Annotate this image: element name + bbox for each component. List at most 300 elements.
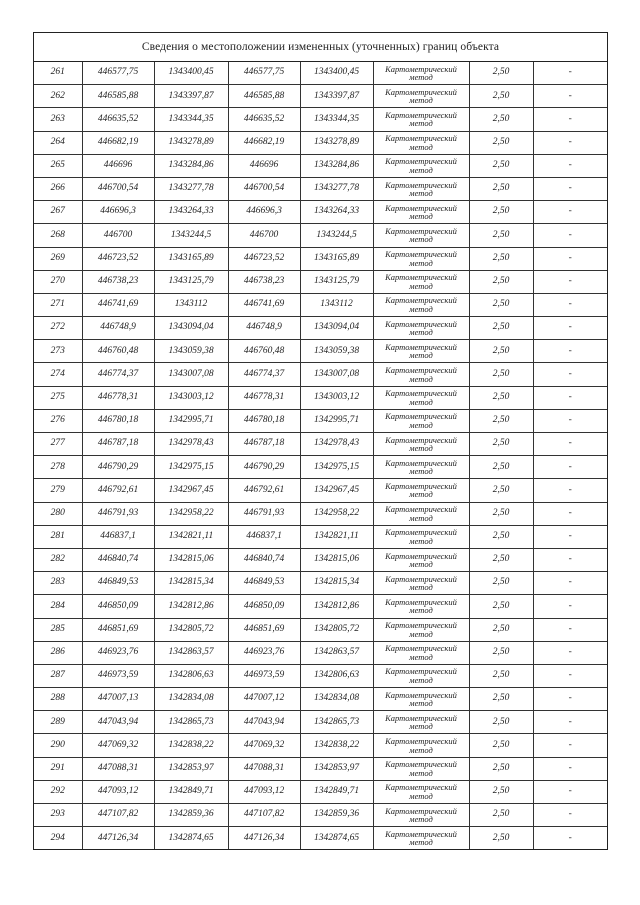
cell-old-y: 1342874,65 <box>154 827 228 850</box>
cell-accuracy: 2,50 <box>469 664 533 687</box>
cell-new-x: 446792,61 <box>228 479 300 502</box>
cell-old-y: 1343284,86 <box>154 154 228 177</box>
table-row <box>34 688 607 711</box>
cell-point-number: 269 <box>34 247 82 270</box>
cell-old-y: 1342805,72 <box>154 618 228 641</box>
cell-point-number: 273 <box>34 340 82 363</box>
cell-method: Картометрический метод <box>373 502 469 525</box>
table-body <box>34 62 607 849</box>
cell-point-number: 275 <box>34 386 82 409</box>
cell-old-x: 446760,48 <box>82 340 154 363</box>
cell-new-y: 1342995,71 <box>300 409 373 432</box>
cell-new-x: 447126,34 <box>228 827 300 850</box>
cell-accuracy: 2,50 <box>469 108 533 131</box>
cell-note: - <box>533 247 607 270</box>
cell-new-x: 446585,88 <box>228 85 300 108</box>
cell-method: Картометрический метод <box>373 595 469 618</box>
cell-old-x: 446774,37 <box>82 363 154 386</box>
cell-accuracy: 2,50 <box>469 502 533 525</box>
cell-point-number: 271 <box>34 293 82 316</box>
cell-old-y: 1343165,89 <box>154 247 228 270</box>
cell-point-number: 266 <box>34 177 82 200</box>
table-row <box>34 293 607 316</box>
table-row <box>34 711 607 734</box>
cell-method: Картометрический метод <box>373 479 469 502</box>
cell-method: Картометрический метод <box>373 201 469 224</box>
cell-new-x: 446774,37 <box>228 363 300 386</box>
cell-old-x: 446748,9 <box>82 317 154 340</box>
cell-method: Картометрический метод <box>373 177 469 200</box>
cell-note: - <box>533 804 607 827</box>
cell-point-number: 270 <box>34 270 82 293</box>
cell-note: - <box>533 618 607 641</box>
cell-method: Картометрический метод <box>373 525 469 548</box>
cell-note: - <box>533 479 607 502</box>
cell-new-y: 1343264,33 <box>300 201 373 224</box>
table-row <box>34 780 607 803</box>
cell-accuracy: 2,50 <box>469 270 533 293</box>
cell-new-x: 447093,12 <box>228 780 300 803</box>
cell-new-y: 1342815,34 <box>300 572 373 595</box>
cell-accuracy: 2,50 <box>469 618 533 641</box>
cell-method: Картометрический метод <box>373 433 469 456</box>
cell-point-number: 286 <box>34 641 82 664</box>
cell-point-number: 268 <box>34 224 82 247</box>
cell-new-x: 446787,18 <box>228 433 300 456</box>
cell-new-x: 446973,59 <box>228 664 300 687</box>
cell-accuracy: 2,50 <box>469 177 533 200</box>
cell-method: Картометрический метод <box>373 108 469 131</box>
cell-new-x: 446723,52 <box>228 247 300 270</box>
cell-new-y: 1342849,71 <box>300 780 373 803</box>
cell-accuracy: 2,50 <box>469 62 533 85</box>
cell-old-y: 1342978,43 <box>154 433 228 456</box>
cell-method: Картометрический метод <box>373 131 469 154</box>
cell-note: - <box>533 780 607 803</box>
cell-point-number: 282 <box>34 548 82 571</box>
table-row <box>34 154 607 177</box>
cell-old-x: 446787,18 <box>82 433 154 456</box>
table-row <box>34 224 607 247</box>
cell-accuracy: 2,50 <box>469 595 533 618</box>
cell-old-y: 1343125,79 <box>154 270 228 293</box>
cell-old-y: 1342967,45 <box>154 479 228 502</box>
cell-note: - <box>533 270 607 293</box>
cell-note: - <box>533 641 607 664</box>
cell-method: Картометрический метод <box>373 340 469 363</box>
cell-new-y: 1342975,15 <box>300 456 373 479</box>
cell-note: - <box>533 131 607 154</box>
cell-new-y: 1343400,45 <box>300 62 373 85</box>
cell-old-y: 1343344,35 <box>154 108 228 131</box>
cell-old-y: 1342863,57 <box>154 641 228 664</box>
table-row <box>34 85 607 108</box>
table-title: Сведения о местоположении измененных (уточненных) границ объекта <box>34 33 607 62</box>
cell-note: - <box>533 177 607 200</box>
cell-old-x: 446837,1 <box>82 525 154 548</box>
cell-point-number: 284 <box>34 595 82 618</box>
table-row <box>34 757 607 780</box>
cell-point-number: 289 <box>34 711 82 734</box>
cell-note: - <box>533 363 607 386</box>
cell-point-number: 272 <box>34 317 82 340</box>
cell-method: Картометрический метод <box>373 804 469 827</box>
cell-method: Картометрический метод <box>373 618 469 641</box>
cell-method: Картометрический метод <box>373 224 469 247</box>
cell-note: - <box>533 595 607 618</box>
cell-new-x: 446778,31 <box>228 386 300 409</box>
cell-accuracy: 2,50 <box>469 572 533 595</box>
cell-accuracy: 2,50 <box>469 780 533 803</box>
cell-old-y: 1342821,11 <box>154 525 228 548</box>
cell-new-x: 447069,32 <box>228 734 300 757</box>
table-row <box>34 595 607 618</box>
cell-accuracy: 2,50 <box>469 386 533 409</box>
cell-old-x: 447007,13 <box>82 688 154 711</box>
cell-old-y: 1342958,22 <box>154 502 228 525</box>
cell-old-y: 1342849,71 <box>154 780 228 803</box>
cell-note: - <box>533 456 607 479</box>
table-row <box>34 641 607 664</box>
cell-new-y: 1342967,45 <box>300 479 373 502</box>
cell-accuracy: 2,50 <box>469 317 533 340</box>
cell-new-x: 446741,69 <box>228 293 300 316</box>
cell-accuracy: 2,50 <box>469 711 533 734</box>
cell-note: - <box>533 62 607 85</box>
cell-point-number: 283 <box>34 572 82 595</box>
cell-new-y: 1343112 <box>300 293 373 316</box>
cell-old-x: 446635,52 <box>82 108 154 131</box>
cell-accuracy: 2,50 <box>469 734 533 757</box>
cell-note: - <box>533 433 607 456</box>
table-row <box>34 479 607 502</box>
cell-method: Картометрический метод <box>373 548 469 571</box>
cell-old-y: 1342853,97 <box>154 757 228 780</box>
cell-new-y: 1343344,35 <box>300 108 373 131</box>
cell-old-x: 447043,94 <box>82 711 154 734</box>
cell-point-number: 294 <box>34 827 82 850</box>
table-row <box>34 804 607 827</box>
cell-note: - <box>533 224 607 247</box>
cell-accuracy: 2,50 <box>469 154 533 177</box>
cell-old-y: 1343278,89 <box>154 131 228 154</box>
table-row <box>34 734 607 757</box>
cell-accuracy: 2,50 <box>469 433 533 456</box>
cell-point-number: 291 <box>34 757 82 780</box>
cell-note: - <box>533 340 607 363</box>
cell-old-y: 1342834,08 <box>154 688 228 711</box>
cell-old-x: 447069,32 <box>82 734 154 757</box>
cell-point-number: 277 <box>34 433 82 456</box>
cell-old-x: 446741,69 <box>82 293 154 316</box>
cell-new-x: 447043,94 <box>228 711 300 734</box>
cell-new-y: 1342874,65 <box>300 827 373 850</box>
cell-point-number: 265 <box>34 154 82 177</box>
cell-note: - <box>533 572 607 595</box>
cell-point-number: 274 <box>34 363 82 386</box>
cell-method: Картометрический метод <box>373 780 469 803</box>
cell-new-y: 1342863,57 <box>300 641 373 664</box>
cell-old-y: 1343264,33 <box>154 201 228 224</box>
cell-method: Картометрический метод <box>373 154 469 177</box>
table-row <box>34 456 607 479</box>
cell-method: Картометрический метод <box>373 85 469 108</box>
cell-new-y: 1342806,63 <box>300 664 373 687</box>
cell-note: - <box>533 757 607 780</box>
table-row <box>34 201 607 224</box>
cell-accuracy: 2,50 <box>469 479 533 502</box>
cell-old-x: 447088,31 <box>82 757 154 780</box>
table-row <box>34 247 607 270</box>
cell-point-number: 276 <box>34 409 82 432</box>
cell-old-x: 446738,23 <box>82 270 154 293</box>
cell-point-number: 279 <box>34 479 82 502</box>
cell-accuracy: 2,50 <box>469 804 533 827</box>
cell-old-x: 446700 <box>82 224 154 247</box>
cell-new-x: 446840,74 <box>228 548 300 571</box>
cell-accuracy: 2,50 <box>469 201 533 224</box>
cell-new-x: 446849,53 <box>228 572 300 595</box>
cell-old-y: 1342859,36 <box>154 804 228 827</box>
cell-old-x: 446780,18 <box>82 409 154 432</box>
cell-new-y: 1342838,22 <box>300 734 373 757</box>
cell-new-x: 447107,82 <box>228 804 300 827</box>
cell-point-number: 288 <box>34 688 82 711</box>
cell-new-y: 1342815,06 <box>300 548 373 571</box>
cell-point-number: 263 <box>34 108 82 131</box>
cell-point-number: 267 <box>34 201 82 224</box>
table-row <box>34 548 607 571</box>
cell-method: Картометрический метод <box>373 62 469 85</box>
cell-note: - <box>533 317 607 340</box>
cell-new-x: 446850,09 <box>228 595 300 618</box>
cell-old-x: 447093,12 <box>82 780 154 803</box>
cell-note: - <box>533 827 607 850</box>
cell-old-y: 1343397,87 <box>154 85 228 108</box>
cell-new-y: 1342821,11 <box>300 525 373 548</box>
cell-new-x: 446790,29 <box>228 456 300 479</box>
cell-new-x: 446635,52 <box>228 108 300 131</box>
cell-new-y: 1343094,04 <box>300 317 373 340</box>
cell-old-y: 1342812,86 <box>154 595 228 618</box>
cell-old-x: 446791,93 <box>82 502 154 525</box>
cell-new-y: 1343007,08 <box>300 363 373 386</box>
cell-note: - <box>533 548 607 571</box>
cell-new-x: 446837,1 <box>228 525 300 548</box>
cell-new-x: 446923,76 <box>228 641 300 664</box>
cell-accuracy: 2,50 <box>469 456 533 479</box>
cell-new-y: 1343003,12 <box>300 386 373 409</box>
cell-method: Картометрический метод <box>373 827 469 850</box>
cell-old-y: 1342865,73 <box>154 711 228 734</box>
cell-new-x: 446851,69 <box>228 618 300 641</box>
cell-new-y: 1342859,36 <box>300 804 373 827</box>
cell-old-y: 1343277,78 <box>154 177 228 200</box>
cell-new-y: 1343278,89 <box>300 131 373 154</box>
cell-method: Картометрический метод <box>373 363 469 386</box>
cell-note: - <box>533 711 607 734</box>
cell-new-y: 1343397,87 <box>300 85 373 108</box>
cell-new-x: 446738,23 <box>228 270 300 293</box>
cell-note: - <box>533 502 607 525</box>
cell-note: - <box>533 108 607 131</box>
cell-accuracy: 2,50 <box>469 641 533 664</box>
cell-new-y: 1343277,78 <box>300 177 373 200</box>
table-row <box>34 502 607 525</box>
cell-accuracy: 2,50 <box>469 293 533 316</box>
table-row <box>34 572 607 595</box>
cell-new-x: 447088,31 <box>228 757 300 780</box>
cell-old-x: 446696 <box>82 154 154 177</box>
cell-new-x: 446700,54 <box>228 177 300 200</box>
cell-old-x: 447107,82 <box>82 804 154 827</box>
cell-point-number: 280 <box>34 502 82 525</box>
cell-new-x: 446696,3 <box>228 201 300 224</box>
cell-method: Картометрический метод <box>373 247 469 270</box>
cell-method: Картометрический метод <box>373 317 469 340</box>
cell-method: Картометрический метод <box>373 734 469 757</box>
cell-note: - <box>533 293 607 316</box>
cell-accuracy: 2,50 <box>469 363 533 386</box>
cell-point-number: 264 <box>34 131 82 154</box>
cell-point-number: 281 <box>34 525 82 548</box>
cell-new-y: 1342853,97 <box>300 757 373 780</box>
cell-old-x: 446682,19 <box>82 131 154 154</box>
cell-method: Картометрический метод <box>373 641 469 664</box>
table-row <box>34 386 607 409</box>
table-row <box>34 317 607 340</box>
cell-point-number: 261 <box>34 62 82 85</box>
cell-old-x: 446792,61 <box>82 479 154 502</box>
cell-old-y: 1343007,08 <box>154 363 228 386</box>
cell-accuracy: 2,50 <box>469 757 533 780</box>
cell-old-x: 446851,69 <box>82 618 154 641</box>
cell-method: Картометрический метод <box>373 409 469 432</box>
cell-accuracy: 2,50 <box>469 525 533 548</box>
cell-old-y: 1342806,63 <box>154 664 228 687</box>
table-row <box>34 409 607 432</box>
cell-old-x: 446973,59 <box>82 664 154 687</box>
table-row <box>34 363 607 386</box>
cell-new-x: 446696 <box>228 154 300 177</box>
table-row <box>34 108 607 131</box>
cell-old-x: 446790,29 <box>82 456 154 479</box>
cell-accuracy: 2,50 <box>469 224 533 247</box>
cell-new-x: 446748,9 <box>228 317 300 340</box>
cell-old-x: 446696,3 <box>82 201 154 224</box>
cell-accuracy: 2,50 <box>469 85 533 108</box>
cell-old-x: 446577,75 <box>82 62 154 85</box>
cell-method: Картометрический метод <box>373 688 469 711</box>
coordinates-table <box>34 62 607 849</box>
table-row <box>34 525 607 548</box>
cell-new-y: 1343244,5 <box>300 224 373 247</box>
table-row <box>34 827 607 850</box>
cell-point-number: 285 <box>34 618 82 641</box>
cell-point-number: 278 <box>34 456 82 479</box>
boundary-table-sheet <box>33 32 608 850</box>
cell-old-y: 1342815,34 <box>154 572 228 595</box>
cell-old-y: 1343244,5 <box>154 224 228 247</box>
cell-new-x: 446700 <box>228 224 300 247</box>
cell-point-number: 287 <box>34 664 82 687</box>
cell-method: Картометрический метод <box>373 572 469 595</box>
cell-method: Картометрический метод <box>373 664 469 687</box>
cell-point-number: 262 <box>34 85 82 108</box>
cell-old-x: 447126,34 <box>82 827 154 850</box>
cell-method: Картометрический метод <box>373 386 469 409</box>
cell-note: - <box>533 201 607 224</box>
cell-accuracy: 2,50 <box>469 340 533 363</box>
cell-accuracy: 2,50 <box>469 548 533 571</box>
cell-old-x: 446723,52 <box>82 247 154 270</box>
cell-new-y: 1343165,89 <box>300 247 373 270</box>
cell-old-y: 1343003,12 <box>154 386 228 409</box>
cell-old-x: 446923,76 <box>82 641 154 664</box>
cell-new-x: 446760,48 <box>228 340 300 363</box>
cell-new-y: 1342834,08 <box>300 688 373 711</box>
cell-new-y: 1343125,79 <box>300 270 373 293</box>
table-row <box>34 340 607 363</box>
table-row <box>34 664 607 687</box>
cell-old-x: 446700,54 <box>82 177 154 200</box>
table-row <box>34 618 607 641</box>
cell-old-y: 1343400,45 <box>154 62 228 85</box>
cell-new-y: 1342805,72 <box>300 618 373 641</box>
cell-old-x: 446585,88 <box>82 85 154 108</box>
cell-accuracy: 2,50 <box>469 131 533 154</box>
table-row <box>34 131 607 154</box>
cell-old-y: 1343094,04 <box>154 317 228 340</box>
cell-note: - <box>533 154 607 177</box>
cell-method: Картометрический метод <box>373 293 469 316</box>
cell-old-y: 1342838,22 <box>154 734 228 757</box>
table-row <box>34 433 607 456</box>
cell-old-x: 446850,09 <box>82 595 154 618</box>
cell-method: Картометрический метод <box>373 456 469 479</box>
cell-new-y: 1342812,86 <box>300 595 373 618</box>
cell-method: Картометрический метод <box>373 270 469 293</box>
cell-note: - <box>533 85 607 108</box>
table-row <box>34 270 607 293</box>
cell-new-x: 446780,18 <box>228 409 300 432</box>
cell-point-number: 292 <box>34 780 82 803</box>
cell-accuracy: 2,50 <box>469 247 533 270</box>
cell-new-y: 1342865,73 <box>300 711 373 734</box>
cell-new-y: 1342978,43 <box>300 433 373 456</box>
cell-old-y: 1342975,15 <box>154 456 228 479</box>
cell-old-x: 446840,74 <box>82 548 154 571</box>
cell-new-x: 446791,93 <box>228 502 300 525</box>
cell-method: Картометрический метод <box>373 711 469 734</box>
cell-old-x: 446849,53 <box>82 572 154 595</box>
cell-point-number: 290 <box>34 734 82 757</box>
cell-new-x: 447007,12 <box>228 688 300 711</box>
cell-accuracy: 2,50 <box>469 688 533 711</box>
cell-new-x: 446577,75 <box>228 62 300 85</box>
cell-new-y: 1343284,86 <box>300 154 373 177</box>
cell-note: - <box>533 386 607 409</box>
cell-old-y: 1342815,06 <box>154 548 228 571</box>
cell-method: Картометрический метод <box>373 757 469 780</box>
cell-accuracy: 2,50 <box>469 409 533 432</box>
cell-accuracy: 2,50 <box>469 827 533 850</box>
cell-note: - <box>533 734 607 757</box>
cell-old-x: 446778,31 <box>82 386 154 409</box>
cell-point-number: 293 <box>34 804 82 827</box>
table-row <box>34 62 607 85</box>
cell-new-y: 1343059,38 <box>300 340 373 363</box>
